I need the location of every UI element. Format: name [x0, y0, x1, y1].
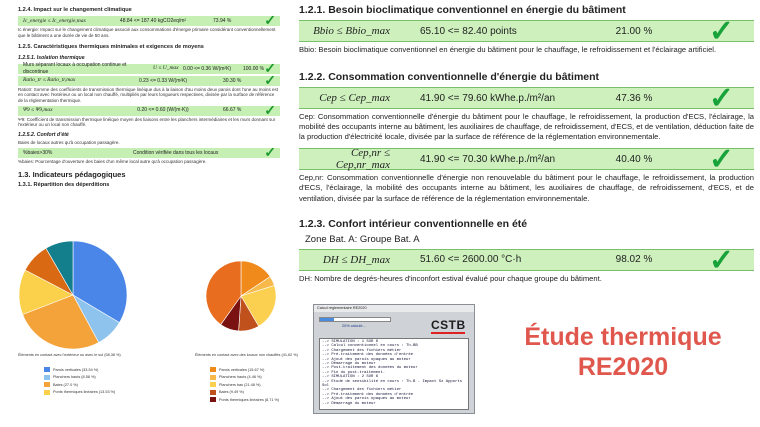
psi9-pct: 66.67 % — [223, 107, 242, 114]
log-line: --> SIMULATION : 1 SUR 6 — [322, 340, 379, 344]
psi9-value: 0.20 <= 0.60 (W/(m·K)) — [137, 107, 189, 114]
wall-pct: 100.00 % — [243, 65, 265, 72]
zone-label: Zone Bat. A: Groupe Bat. A — [305, 233, 420, 245]
bbio-formula: Bbio ≤ Bbio_max — [313, 25, 390, 37]
section-1-2-4-heading: 1.2.4. Impact sur le changement climatique — [18, 7, 132, 13]
section-1-2-2-heading: 1.2.2. Consommation conventionnelle d'énergie du bâtiment — [299, 71, 600, 84]
log-line: --> Post-traitement des données du moteur — [322, 366, 418, 371]
cepnr-bar — [299, 143, 754, 177]
legend-swatch — [210, 382, 216, 387]
window-title: Calcul réglementaire RE2020 — [314, 305, 474, 312]
ratio-value: 0.23 <= 0.33 W/(m²K) — [138, 77, 188, 84]
legend-item — [210, 381, 279, 389]
bbio-bar — [299, 15, 754, 48]
legend-swatch — [44, 367, 50, 372]
section-1-2-1-heading: 1.2.1. Besoin bioclimatique conventionnel en énergie du bâtiment — [299, 4, 626, 16]
cep-description: Cep: Consommation conventionnelle d'énergie du bâtiment pour le chauffage, le refroidissement, la production d'ECS, l'éclairage, la mobilité des occupants interne au bâtiment, les auxiliaires de chauffage, de refroidissement, d'ECS, et de ventilation, déduction faite de la production d'électricité locale, divisée par la surface de référence de la réglementation environnementale. — [299, 112, 754, 142]
cstb-logo: CSTB — [431, 318, 466, 332]
legend-swatch — [210, 367, 216, 372]
log-line: --> Chargement des fichiers métier — [322, 388, 402, 393]
log-line: --> Chargement des fichiers métier — [322, 348, 402, 353]
baies-formula: %baies>30% — [23, 149, 53, 156]
dh-bar — [299, 243, 754, 277]
legend-swatch — [44, 382, 50, 387]
legend-label: Ponts thermiques linéaires (8.71 %) — [219, 397, 280, 402]
legend-item — [210, 396, 279, 404]
bbio-pct: 21.00 % — [615, 25, 653, 37]
cep-value: 41.90 <= 79.60 kWhe.p./m²/an — [420, 92, 556, 104]
baies-note: %baies: Pourcentage d'ouverture des baies d'un même local autre qu'à occupation passagère. — [18, 158, 207, 164]
title-line-2: RE2020 — [577, 353, 669, 381]
check-icon: ✓ — [708, 82, 734, 116]
bbio-description: Bbio: Besoin bioclimatique conventionnel en énergie du bâtiment pour le chauffage, le refroidissement et l'éclairage artificiel. — [299, 45, 717, 54]
cepnr-value: 41.90 <= 70.30 kWhe.p./m²/an — [420, 153, 556, 165]
climate-value: 48.84 <= 187.40 kgCO2eq/m² — [119, 17, 187, 24]
log-line: --> Calcul conventionnel en cours : Th-BB — [322, 344, 418, 349]
cepnr-formula: Cep,nr ≤ Cep,nr_max — [335, 147, 390, 172]
log-line: --> Etude de sensibilité en cours : Th-B - Impact Sz Apports Sol — [322, 379, 463, 389]
chart2-caption: Éléments en contact avec des locaux non chauffés (41,62 %) — [195, 353, 298, 357]
cep-formula: Cep ≤ Cep_max — [319, 92, 390, 105]
log-line: --> Pré-traitement des données d'entrée — [322, 392, 414, 397]
legend-item — [44, 381, 115, 389]
legend-swatch — [210, 390, 216, 395]
log-line: --> Démarrage du moteur — [322, 362, 376, 367]
dh-description: DH: Nombre de degrés-heures d'inconfort estival évalué pour chaque groupe du bâtiment. — [299, 273, 602, 283]
legend-label: Planchers bas (21.48 %) — [219, 382, 261, 387]
climate-formula: Ic_energie ≤ Ic_energie,max — [23, 17, 86, 24]
bbio-value: 65.10 <= 82.40 points — [420, 25, 517, 37]
climate-impact-bar — [18, 11, 280, 28]
legend-item — [210, 389, 279, 397]
progress-label: 20% calculé... — [342, 324, 366, 328]
cep-bar — [299, 82, 754, 116]
baies-label: Baies de locaux autres qu'à occupation passagère. — [18, 140, 120, 146]
dh-value: 51.60 <= 2600.00 °C·h — [420, 254, 522, 266]
log-line: --> Fin du post-traitement. — [322, 370, 386, 375]
study-title — [488, 322, 758, 382]
psi9-note: Ψ9: Coefficient de transmission thermique linéique moyen des liaisons entre les planchers intermédiaires et les murs donnant sur l'extérieur ou un local non chauffé. — [18, 116, 276, 128]
ratio-formula: Ratio_tr ≤ Ratio_tr,max — [23, 77, 76, 84]
dh-formula: DH ≤ DH_max — [322, 253, 390, 266]
legend-item — [210, 374, 279, 382]
ratio-pct: 30.30 % — [223, 77, 242, 84]
legend-label: Planchers hauts (8.58 %) — [53, 375, 96, 380]
legend-label: Parois verticales (33.54 %) — [53, 367, 99, 372]
check-icon: ✓ — [708, 15, 734, 48]
legend-swatch — [44, 390, 50, 395]
progress-bar — [319, 317, 391, 322]
section-1-3-heading: 1.3. Indicateurs pédagogiques — [18, 169, 126, 179]
legend-item — [44, 389, 115, 397]
log-output[interactable] — [319, 338, 469, 410]
title-line-1: Étude thermique — [524, 323, 722, 351]
chart1-legend — [44, 366, 115, 396]
progress-fill — [320, 318, 334, 321]
cepnr-description: Cep,nr: Consommation conventionnelle d'énergie non renouvelable du bâtiment pour le chauffage, le refroidissement, la production d'ECS, l'éclairage, la mobilité des occupants interne au bâtiment, les auxiliaires de chauffage, de refroidissement, d'ECS, et de ventilation, divisée par la surface de référence de la réglementation environnementale. — [299, 173, 754, 203]
check-icon: ✓ — [264, 71, 276, 88]
log-line: --> Ajout des parois opaques au moteur — [322, 397, 411, 402]
section-1-2-5-1-heading: 1.2.5.1. Isolation thermique — [18, 55, 85, 62]
wall-formula: U ≤ U_max — [153, 65, 179, 72]
check-icon: ✓ — [708, 243, 734, 277]
legend-item — [210, 366, 279, 374]
check-icon: ✓ — [708, 143, 734, 177]
pie-chart-unheated — [205, 260, 277, 332]
check-icon: ✓ — [264, 143, 276, 160]
section-1-3-1-heading: 1.3.1. Répartition des déperditions — [18, 181, 110, 188]
wall-value: 0.00 <= 0.36 W/(m²K) — [183, 65, 232, 72]
check-icon: ✓ — [264, 101, 276, 118]
ratio-note: Ratiotr: Somme des coefficients de transmission thermique linéique dus à la liaison d'au moins deux parois dont l'une au moins est en contact avec l'extérieur ou un local non chauffé, multipliés par leurs longueurs respectives, divisée par la surface de référence de la réglementation thermique. — [18, 86, 279, 103]
psi9-bar — [18, 101, 280, 118]
wall-label: Murs séparant locaux à occupation continue et discontinue — [23, 62, 127, 75]
legend-item — [44, 366, 115, 374]
legend-swatch — [44, 375, 50, 380]
baies-value: Condition vérifiée dans tous les locaux — [133, 149, 219, 156]
climate-note: Ic énergie: Impact sur le changement climatique associé aux consommations d'énergie primaire considérant conventionnellement que le bâtiment a une durée de vie de 50 ans. — [18, 26, 276, 38]
log-line: --> Pré-traitement des données d'entrée — [322, 353, 414, 358]
cepnr-pct: 40.40 % — [615, 153, 653, 165]
wall-insulation-bar — [18, 59, 280, 76]
log-line: --> Ajout des parois opaques au moteur — [322, 357, 411, 362]
calculation-window — [313, 304, 475, 414]
legend-label: Planchers hauts (4.46 %) — [219, 375, 262, 380]
legend-label: Ponts thermiques linéaires (13.53 %) — [53, 390, 116, 395]
dh-pct: 98.02 % — [615, 254, 653, 266]
log-line: --> SIMULATION : 2 SUR 6 — [322, 375, 379, 380]
legend-label: Baies (9.49 %) — [219, 390, 244, 395]
check-icon: ✓ — [264, 59, 276, 76]
chart1-caption: Éléments en contact avec l'extérieur ou avec le sol (58,38 %) — [18, 353, 121, 357]
legend-label: Parois verticales (15.67 %) — [219, 367, 265, 372]
legend-swatch — [210, 397, 216, 402]
left-document-page — [0, 0, 290, 427]
section-1-2-3-heading: 1.2.3. Confort intérieur conventionnelle en été — [299, 217, 528, 230]
log-line: --> Démarrage du moteur — [322, 401, 376, 406]
cep-pct: 47.36 % — [615, 92, 653, 104]
check-icon: ✓ — [264, 11, 276, 28]
section-1-2-5-2-heading: 1.2.5.2. Confort d'été — [18, 131, 69, 138]
psi9-formula: Ψ9 ≤ Ψ9,max — [23, 107, 53, 114]
climate-pct: 73.94 % — [213, 17, 232, 24]
legend-label: Baies (27.0 %) — [53, 382, 78, 387]
legend-item — [44, 374, 115, 382]
ratio-tr-bar — [18, 71, 280, 88]
legend-swatch — [210, 375, 216, 380]
pie-chart-exterior — [18, 240, 128, 350]
chart2-legend — [210, 366, 279, 404]
right-document-page — [295, 0, 760, 300]
section-1-2-5-heading: 1.2.5. Caractéristiques thermiques minimales et exigences de moyens — [18, 44, 204, 51]
